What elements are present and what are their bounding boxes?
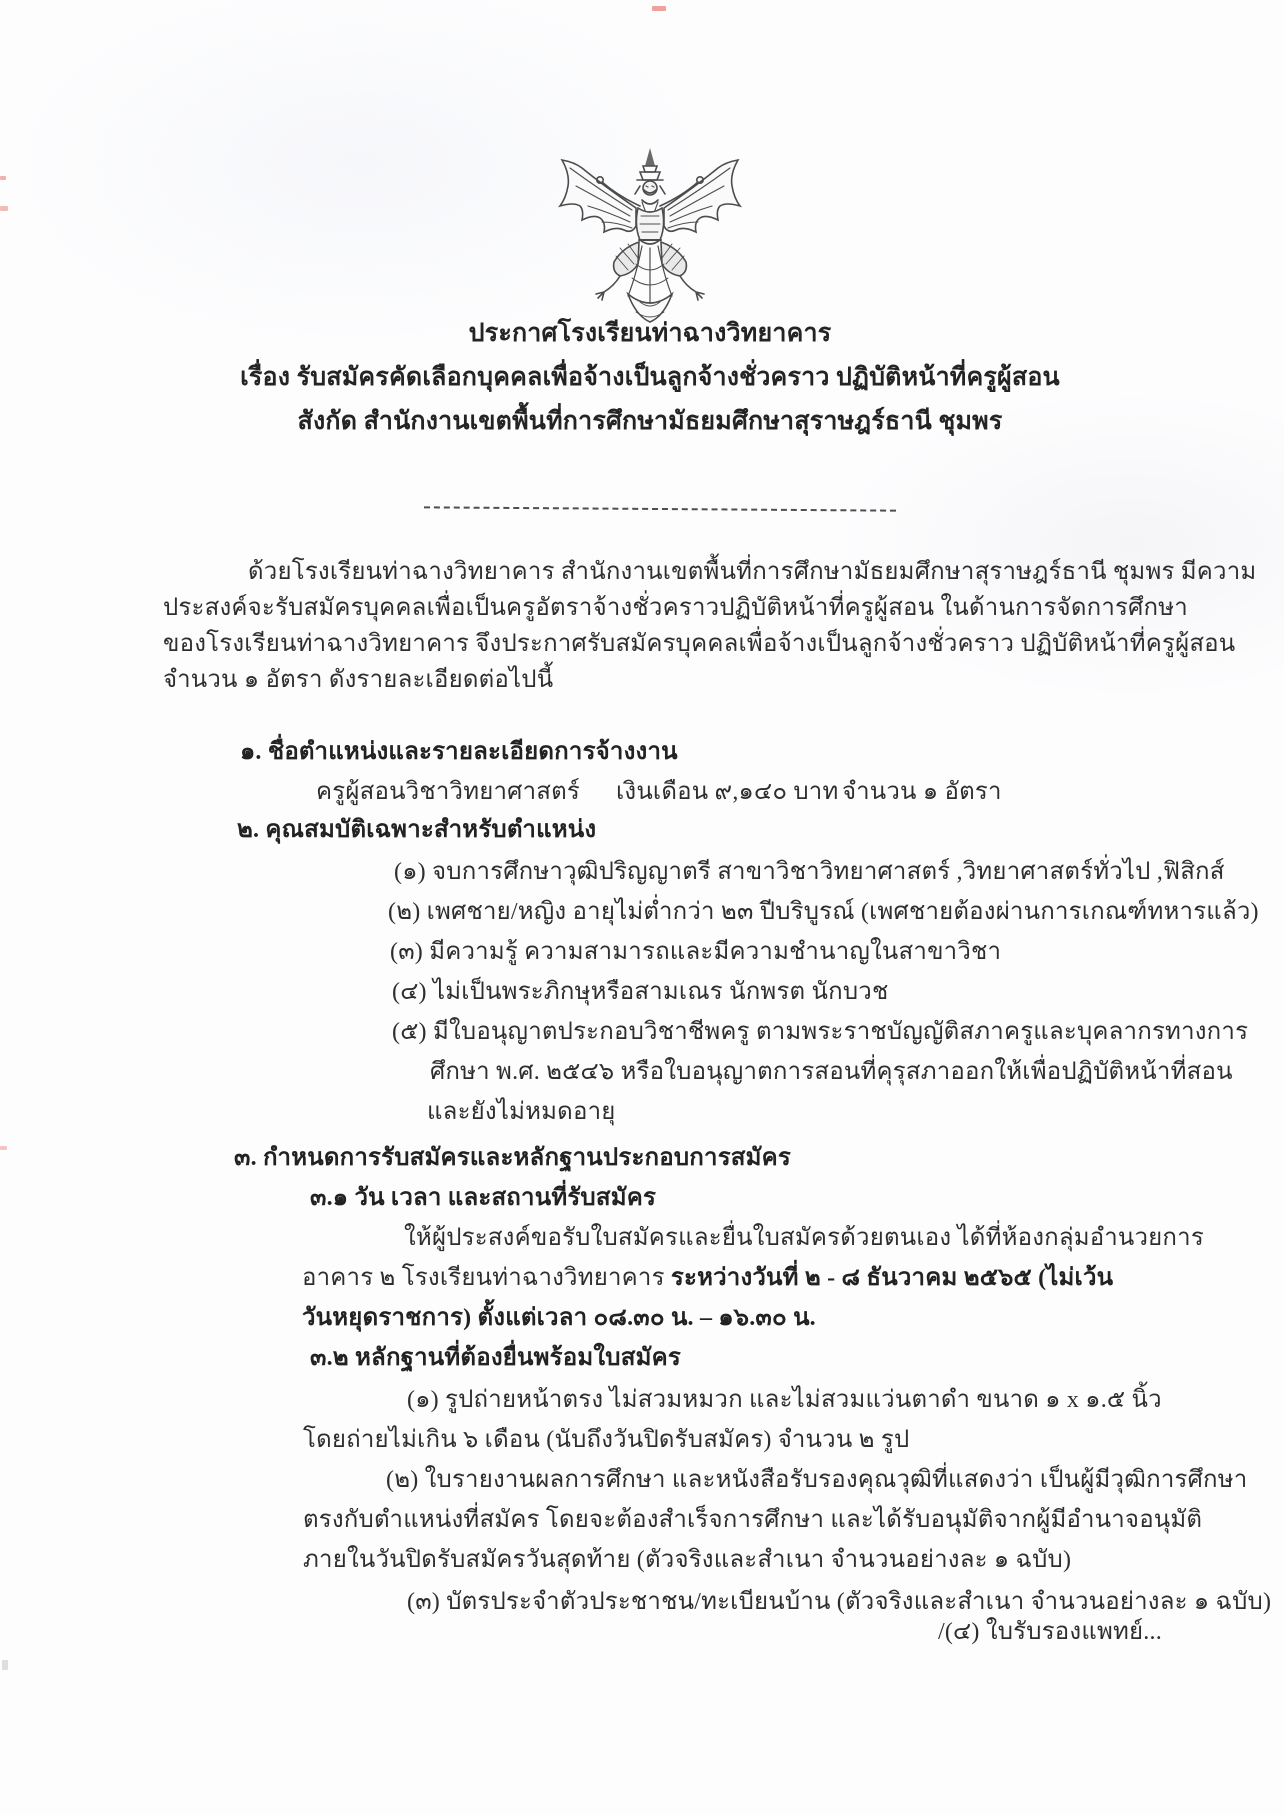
salary-value: เงินเดือน ๙,๑๔๐ บาท [616, 779, 839, 805]
evidence-item2-line: (๒) ใบรายงานผลการศึกษา และหนังสือรับรองคุณวุฒิที่แสดงว่า เป็นผู้มีวุฒิการศึกษา [386, 1467, 1248, 1493]
application-date-line [302, 1262, 1113, 1294]
evidence-item1-line: (๑) รูปถ่ายหน้าตรง ไม่สวมหมวก และไม่สวมแว่นตาดำ ขนาด ๑ x ๑.๕ นิ้ว [407, 1387, 1162, 1413]
position-name: ครูผู้สอนวิชาวิทยาศาสตร์ [316, 779, 580, 805]
qualification-item5-continuation: และยังไม่หมดอายุ [427, 1099, 616, 1125]
intro-paragraph-line: จำนวน ๑ อัตรา ดังรายละเอียดต่อไปนี้ [163, 667, 554, 693]
scan-artifact [2, 1660, 8, 1670]
qualification-item: (๒) เพศชาย/หญิง อายุไม่ต่ำกว่า ๒๓ ปีบริบูรณ์ (เพศชายต้องผ่านการเกณฑ์ทหารแล้ว) [388, 899, 1259, 925]
intro-paragraph-line: ประสงค์จะรับสมัครบุคคลเพื่อเป็นครูอัตราจ้างชั่วคราวปฏิบัติหน้าที่ครูผู้สอน ในด้านการจัดการศึกษา [163, 595, 1188, 621]
position-quantity: จำนวน ๑ อัตรา [842, 779, 1002, 805]
scan-artifact [0, 206, 8, 211]
section1-heading: ๑. ชื่อตำแหน่งและรายละเอียดการจ้างงาน [240, 739, 678, 765]
evidence-item3-line: (๓) บัตรประจำตัวประชาชน/ทะเบียนบ้าน (ตัวจริงและสำเนา จำนวนอย่างละ ๑ ฉบับ) [407, 1589, 1272, 1615]
application-date-bold: ระหว่างวันที่ ๒ - ๘ ธันวาคม ๒๕๖๕ (ไม่เว้น [670, 1265, 1114, 1291]
application-place-line: ให้ผู้ประสงค์ขอรับใบสมัครและยื่นใบสมัครด้วยตนเอง ได้ที่ห้องกลุ่มอำนวยการ [404, 1225, 1204, 1251]
qualification-item: (๑) จบการศึกษาวุฒิปริญญาตรี สาขาวิชาวิทยาศาสตร์ ,วิทยาศาสตร์ทั่วไป ,ฟิสิกส์ [394, 859, 1225, 885]
section3-heading: ๓. กำหนดการรับสมัครและหลักฐานประกอบการสมัคร [234, 1145, 792, 1171]
qualification-item: (๕) มีใบอนุญาตประกอบวิชาชีพครู ตามพระราชบัญญัติสภาครูและบุคลากรทางการ [392, 1019, 1249, 1045]
garuda-emblem [540, 146, 760, 342]
evidence-item2-line: ภายในวันปิดรับสมัครวันสุดท้าย (ตัวจริงและสำเนา จำนวนอย่างละ ๑ ฉบับ) [303, 1547, 1072, 1573]
application-time-line: วันหยุดราชการ) ตั้งแต่เวลา ๐๘.๓๐ น. – ๑๖.๓๐ น. [302, 1305, 816, 1331]
qualification-item: (๓) มีความรู้ ความสามารถและมีความชำนาญในสาขาวิชา [390, 939, 1002, 965]
evidence-item2-line: ตรงกับตำแหน่งที่สมัคร โดยจะต้องสำเร็จการศึกษา และได้รับอนุมัติจากผู้มีอำนาจอนุมัติ [303, 1507, 1203, 1533]
application-date-normal: อาคาร ๒ โรงเรียนท่าฉางวิทยาคาร [302, 1265, 671, 1291]
scan-artifact [0, 176, 6, 180]
qualification-item: (๔) ไม่เป็นพระภิกษุหรือสามเณร นักพรต นักบวช [392, 979, 889, 1005]
intro-paragraph-line: ด้วยโรงเรียนท่าฉางวิทยาคาร สำนักงานเขตพื้นที่การศึกษามัธยมศึกษาสุราษฎร์ธานี ชุมพร มีความ [248, 559, 1257, 585]
document-title-line1: ประกาศโรงเรียนท่าฉางวิทยาคาร [468, 320, 832, 347]
qualification-item5-continuation: ศึกษา พ.ศ. ๒๕๔๖ หรือใบอนุญาตการสอนที่คุรุสภาออกให้เพื่อปฏิบัติหน้าที่สอน [430, 1059, 1233, 1085]
section2-heading: ๒. คุณสมบัติเฉพาะสำหรับตำแหน่ง [237, 817, 597, 843]
scan-artifact [0, 1146, 7, 1150]
dashed-divider [424, 506, 896, 511]
intro-paragraph-line: ของโรงเรียนท่าฉางวิทยาคาร จึงประกาศรับสมัครบุคคลเพื่อจ้างเป็นลูกจ้างชั่วคราว ปฏิบัติหน้าที่ครูผู้สอน [163, 631, 1236, 657]
page-continuation-note: /(๔) ใบรับรองแพทย์... [938, 1619, 1162, 1645]
document-title-line3: สังกัด สำนักงานเขตพื้นที่การศึกษามัธยมศึกษาสุราษฎร์ธานี ชุมพร [297, 408, 1003, 435]
section3-1-heading: ๓.๑ วัน เวลา และสถานที่รับสมัคร [310, 1185, 657, 1211]
evidence-item1-line: โดยถ่ายไม่เกิน ๖ เดือน (นับถึงวันปิดรับสมัคร) จำนวน ๒ รูป [303, 1427, 910, 1453]
scan-artifact [652, 6, 666, 11]
document-title-line2: เรื่อง รับสมัครคัดเลือกบุคคลเพื่อจ้างเป็นลูกจ้างชั่วคราว ปฏิบัติหน้าที่ครูผู้สอน [240, 364, 1060, 391]
section3-2-heading: ๓.๒ หลักฐานที่ต้องยื่นพร้อมใบสมัคร [310, 1345, 681, 1371]
